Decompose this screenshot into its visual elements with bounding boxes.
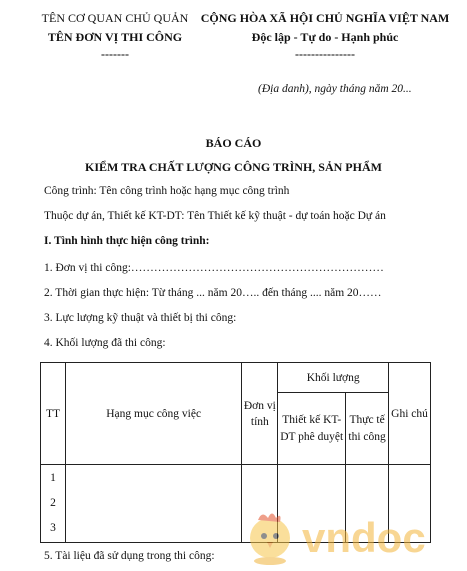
item-documents: 5. Tài liệu đã sử dụng trong thi công: [44,550,215,562]
report-title: BÁO CÁO [205,136,262,150]
item-resources: 3. Lực lượng kỹ thuật và thiết bị thi công: [44,312,237,324]
watermark-brand: vndoc [302,514,426,561]
national-motto: Độc lập - Tự do - Hạnh phúc [251,30,399,44]
place-date: (Địa danh), ngày tháng năm 20... [258,83,412,95]
vndoc-watermark [240,506,460,566]
unit-name: TÊN ĐƠN VỊ THI CÔNG [47,30,183,44]
row-number: 1 [50,472,56,484]
row-number: 2 [50,497,56,509]
item-contractor: 1. Đơn vị thi công:………………………………………………………… [44,262,384,274]
header-actual: Thực tế thi công [346,393,389,465]
header-note: Ghi chú [389,363,431,465]
report-subtitle: KIỂM TRA CHẤT LƯỢNG CÔNG TRÌNH, SẢN PHẨM [85,160,382,174]
header-unit: Đơn vị tính [242,363,278,465]
item-duration: 2. Thời gian thực hiện: Từ tháng ... năm 20….. đến tháng .... năm 20…… [44,287,382,299]
header-design-approved: Thiết kế KT-DT phê duyệt [278,393,346,465]
left-rule: ------- [101,47,129,61]
right-rule: --------------- [295,47,355,61]
design-line: Thuộc dự án, Thiết kế KT-DT: Tên Thiết kế kỹ thuật - dự toán hoặc Dự án [44,210,386,222]
row-number: 3 [50,522,56,534]
section-heading: I. Tình hình thực hiện công trình: [44,235,210,247]
header-tt: TT [41,363,66,465]
agency-name: TÊN CƠ QUAN CHỦ QUẢN [41,11,189,25]
header-volume: Khối lượng [278,363,389,393]
header-work-item: Hạng mục công việc [65,363,241,465]
item-volume: 4. Khối lượng đã thi công: [44,337,166,349]
country-name: CỘNG HÒA XÃ HỘI CHỦ NGHĨA VIỆT NAM [200,11,450,25]
chicken-mascot-icon [240,506,460,566]
row-numbers [41,465,66,543]
row-work-item [65,465,241,543]
project-line: Công trình: Tên công trình hoặc hạng mục công trình [44,185,290,197]
